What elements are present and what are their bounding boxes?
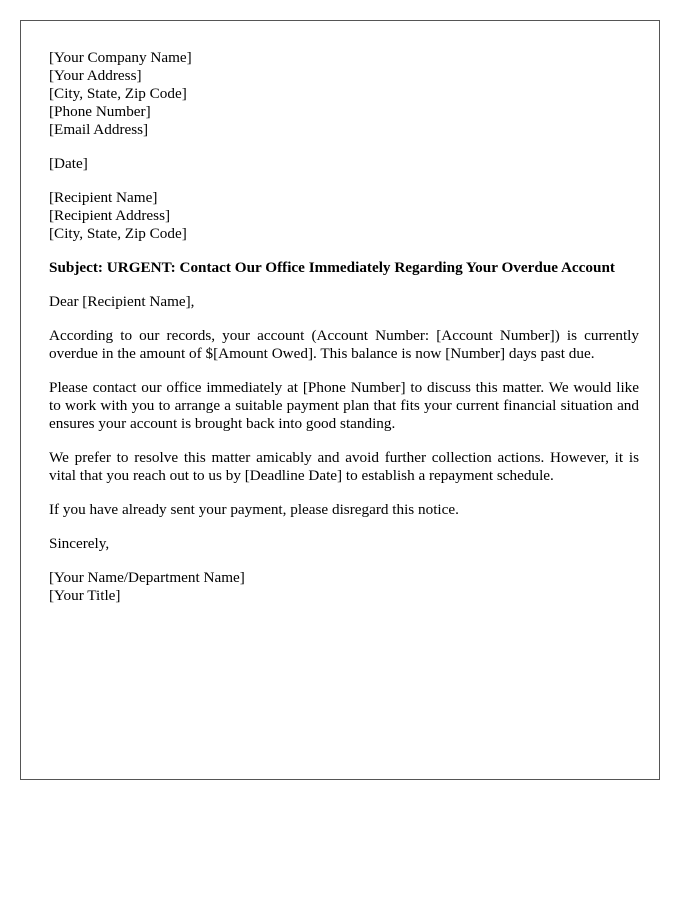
signature-block [49,569,639,605]
recipient-name: [Recipient Name] [49,189,158,206]
subject-line: Subject: URGENT: Contact Our Office Immediately Regarding Your Overdue Account [49,259,615,276]
sender-company: [Your Company Name] [49,49,192,66]
sender-city-state-zip: [City, State, Zip Code] [49,85,187,102]
sender-address: [Your Address] [49,67,142,84]
recipient-city-state-zip: [City, State, Zip Code] [49,225,187,242]
body-paragraph-3: We prefer to resolve this matter amicably and avoid further collection actions. However, it is vital that you reach out to us by [Deadline Date] to establish a repayment schedule. [49,449,639,484]
signature-name: [Your Name/Department Name] [49,569,245,586]
recipient-address: [Recipient Address] [49,207,171,224]
body-paragraph-2: Please contact our office immediately at [Phone Number] to discuss this matter. We would like to work with you to arrange a suitable payment plan that fits your current financial situation and ensures your account is brought back into good standing. [49,379,639,432]
letter-date: [Date] [49,155,88,172]
body-paragraph-1: According to our records, your account (Account Number: [Account Number]) is currently overdue in the amount of $[Amount Owed]. This balance is now [Number] days past due. [49,327,639,362]
date-block [49,155,639,173]
signature-title: [Your Title] [49,587,121,604]
letter-content [49,49,639,621]
salutation: Dear [Recipient Name], [49,293,195,310]
recipient-block [49,189,639,243]
letter-page [20,20,660,780]
sender-block [49,49,639,139]
sender-phone: [Phone Number] [49,103,151,120]
closing: Sincerely, [49,535,110,552]
body-paragraph-4: If you have already sent your payment, please disregard this notice. [49,501,459,518]
sender-email: [Email Address] [49,121,149,138]
